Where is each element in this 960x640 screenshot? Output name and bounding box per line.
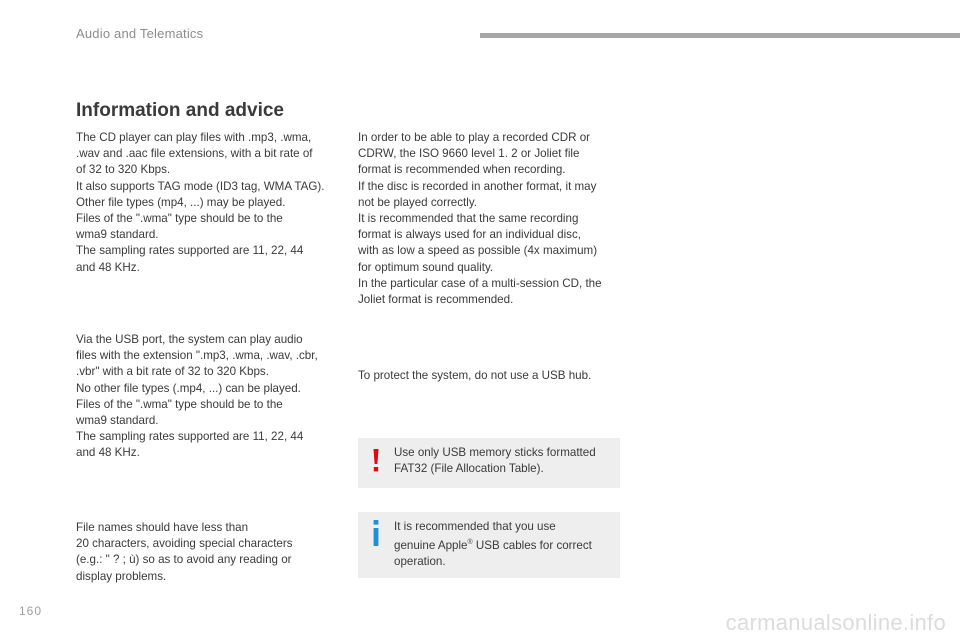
text-line: of 32 to 320 Kbps. (76, 163, 171, 177)
text-line: (e.g.: " ? ; ù) so as to avoid any reading or (76, 553, 292, 567)
text-line: wma9 standard. (76, 228, 159, 242)
text-line: format is always used for an individual disc, (358, 228, 581, 242)
text-line: with as low a speed as possible (4x maximum) (358, 244, 598, 258)
exclamation-icon (368, 446, 384, 476)
warning-note (358, 438, 620, 488)
text-line: It also supports TAG mode (ID3 tag, WMA TAG). (76, 179, 325, 193)
text-line: To protect the system, do not use a USB hub. (358, 369, 592, 382)
page-number: 160 (19, 604, 43, 618)
warning-text-line: FAT32 (File Allocation Table). (394, 462, 544, 476)
text-line: wma9 standard. (76, 414, 159, 428)
text-line: In order to be able to play a recorded CDR or (358, 131, 590, 144)
text-line: files with the extension ".mp3, .wma, .wav, .cbr, (76, 349, 318, 363)
text-line: If the disc is recorded in another format, it may (358, 179, 597, 193)
text-line: .wav and .aac file extensions, with a bit rate of (76, 147, 313, 161)
text-line: It is recommended that the same recording (358, 212, 579, 226)
text-line: 20 characters, avoiding special characters (76, 537, 293, 551)
text-line: The CD player can play files with .mp3, .wma, (76, 131, 312, 144)
registered-mark: ® (467, 539, 473, 547)
header-bar (480, 33, 960, 38)
text-line: and 48 KHz. (76, 446, 140, 460)
text-line: The sampling rates supported are 11, 22, 44 (76, 244, 304, 258)
info-text-rest: USB cables for correct (472, 539, 592, 553)
usb-paragraph (76, 332, 318, 462)
text-line: format is recommended when recording. (358, 163, 566, 177)
text-line: not be played correctly. (358, 195, 478, 209)
text-line: Joliet format is recommended. (358, 293, 514, 307)
watermark: carmanualsonline.info (725, 610, 946, 635)
text-line: .vbr" with a bit rate of 32 to 320 Kbps. (76, 365, 269, 379)
info-text-line: It is recommended that you use (394, 520, 556, 533)
text-line: The sampling rates supported are 11, 22, 44 (76, 430, 304, 444)
cd-paragraph (76, 130, 325, 276)
page-title: Information and advice (76, 100, 284, 121)
warning-text-line: Use only USB memory sticks formatted (394, 446, 596, 459)
info-text-apple: genuine Apple (394, 539, 468, 553)
text-line: File names should have less than (76, 521, 249, 534)
text-line: No other file types (.mp4, ...) can be played. (76, 381, 301, 395)
text-line: CDRW, the ISO 9660 level 1. 2 or Joliet file (358, 147, 580, 161)
text-line: In the particular case of a multi-session CD, the (358, 276, 602, 290)
filenames-paragraph (76, 520, 293, 585)
text-line: display problems. (76, 569, 167, 583)
text-line: Files of the ".wma" type should be to the (76, 397, 283, 411)
text-line: and 48 KHz. (76, 260, 140, 274)
info-text-line (394, 535, 592, 554)
text-line: Other file types (mp4, ...) may be played. (76, 195, 286, 209)
text-line: Files of the ".wma" type should be to the (76, 212, 283, 226)
text-line: for optimum sound quality. (358, 260, 494, 274)
cdr-paragraph (358, 130, 602, 308)
text-line: Via the USB port, the system can play audio (76, 333, 303, 346)
section-header: Audio and Telematics (76, 26, 204, 41)
info-icon (368, 518, 384, 548)
hub-paragraph (358, 368, 591, 384)
info-note (358, 512, 620, 578)
info-text-line: operation. (394, 555, 446, 569)
